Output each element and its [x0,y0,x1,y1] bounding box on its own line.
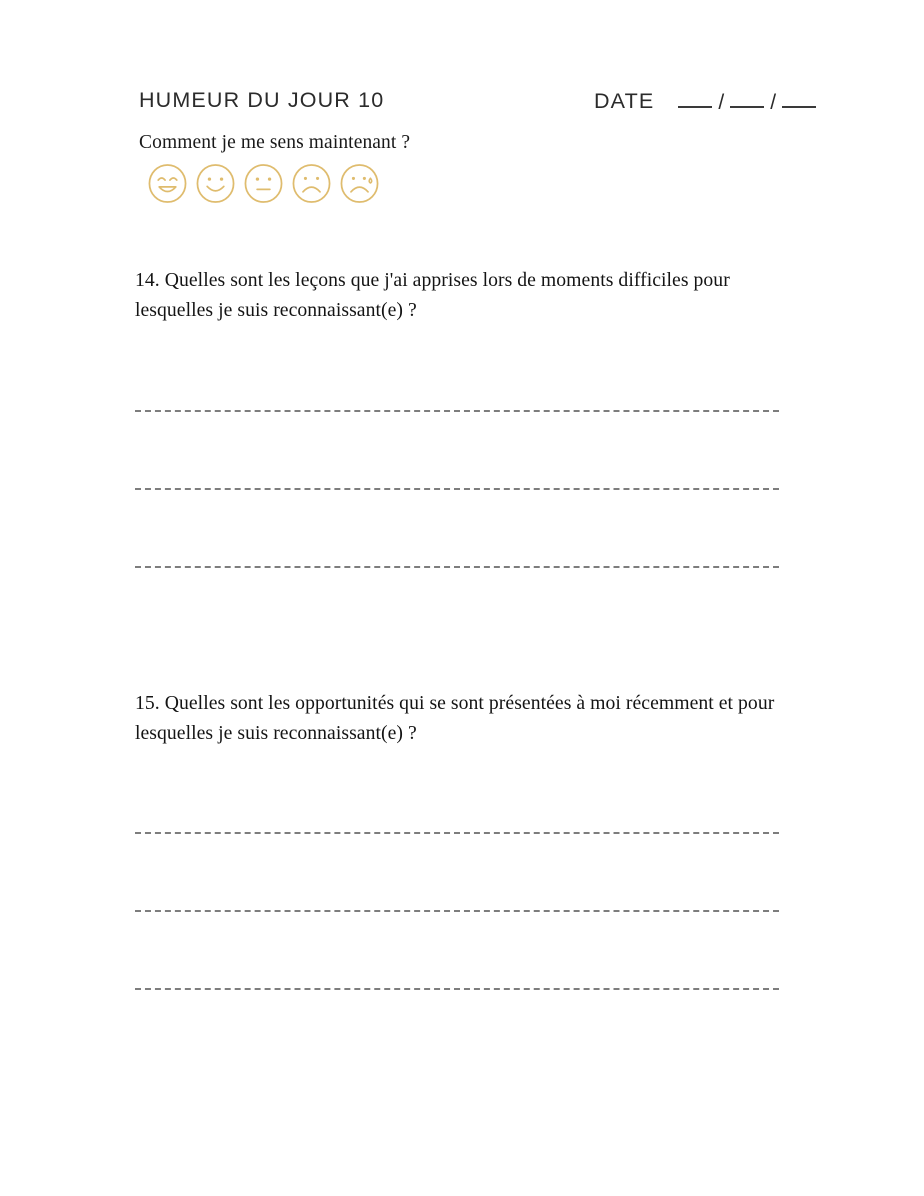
date-month-blank[interactable] [730,93,764,108]
question-15-text: 15. Quelles sont les opportunités qui se sont présentées à moi récemment et pour lesquelles je suis reconnaissant(e) ? [135,692,775,744]
page-header [0,88,924,122]
question-14-text: 14. Quelles sont les leçons que j'ai apprises lors de moments difficiles pour lesquelles je suis reconnaissant(e) ? [135,269,730,321]
question-15-answer-line-2[interactable] [135,910,779,912]
question-14-answer-line-2[interactable] [135,488,779,490]
date-separator-1: / [718,91,725,114]
very-sad-face-icon[interactable] [339,163,380,204]
question-14-answer-line-3[interactable] [135,566,779,568]
date-day-blank[interactable] [678,93,712,108]
date-year-blank[interactable] [782,93,816,108]
sad-face-icon[interactable] [291,163,332,204]
very-happy-face-icon[interactable] [147,163,188,204]
mood-rating-scale [147,163,380,204]
date-field-group [594,89,816,114]
question-15-answer-line-1[interactable] [135,832,779,834]
mood-question-label: Comment je me sens maintenant ? [139,132,411,153]
date-blanks [678,90,816,114]
page-title: HUMEUR DU JOUR 10 [139,88,385,112]
question-14-answer-line-1[interactable] [135,410,779,412]
date-label: DATE [594,89,655,113]
question-15-answer-line-3[interactable] [135,988,779,990]
happy-face-icon[interactable] [195,163,236,204]
neutral-face-icon[interactable] [243,163,284,204]
date-separator-2: / [770,91,777,114]
